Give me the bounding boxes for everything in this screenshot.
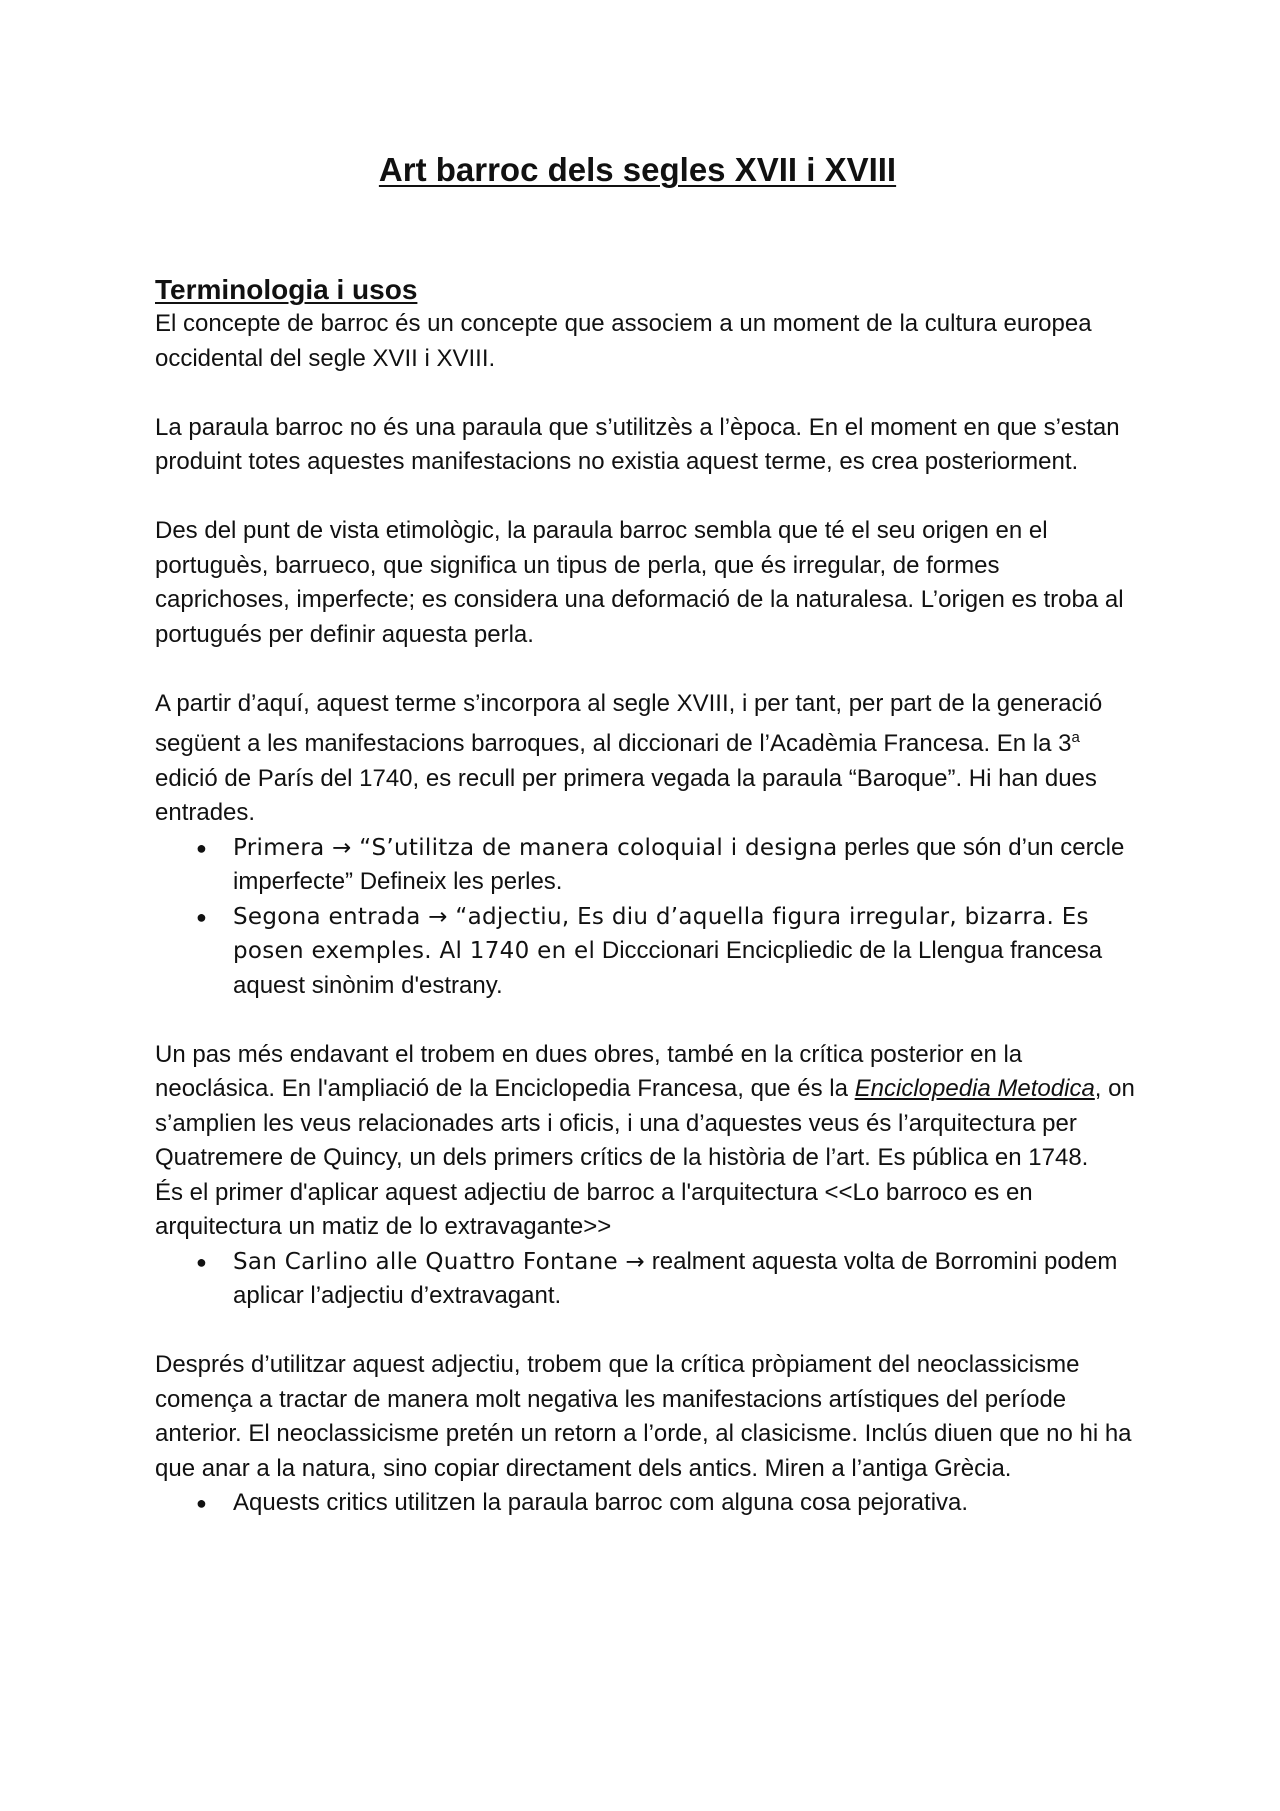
list-item-text: Dicccionari Encicpliedic de la Llengua francesa aquest sinònim d'estrany. [233,937,1103,999]
list-item [196,1245,1140,1314]
paragraph-gap [155,376,1140,411]
bullet-icon: ● [196,1251,207,1272]
paragraph-1: El concepte de barroc és un concepte que associem a un moment de la cultura europea occidental del segle XVII i XVIII. [155,310,1092,372]
list-item [196,831,1140,900]
paragraph-4-text-a: A partir d’aquí, aquest terme s’incorpora al segle XVIII, i per tant, per part de la generació següent a les manifestacions barroques, al diccionari de l’Acadèmia Francesa. En la 3 [155,689,1103,757]
bullet-icon: ● [196,906,207,927]
list-item-text: realment aquesta volta de Borromini podem aplicar l’adjectiu d’extravagant. [233,1247,1118,1309]
paragraph-4-text-b: edició de París del 1740, es recull per primera vegada la paraula “Baroque”. Hi han dues entrades. [155,764,1097,826]
section-heading: Terminologia i usos [155,274,418,305]
list-item-text-alt: Primera → “S’utilitza de manera coloquial i designa [233,834,838,861]
bullet-icon: ● [196,1493,207,1513]
paragraph-2: La paraula barroc no és una paraula que s’utilitzès a l’època. En el moment en que s’estan produint totes aquestes manifestacions no existia aquest terme, es crea posteriorment. [155,413,1120,475]
document-title: Art barroc dels segles XVII i XVIII [378,151,897,188]
paragraph-4 [155,687,1140,831]
bullet-list-san-carlino [155,1245,1140,1314]
list-item-text: perles que són d’un cercle imperfecte” Defineix les perles. [233,833,1125,895]
paragraph-5 [155,1038,1140,1176]
bullet-icon: ● [196,837,207,858]
list-item-text-alt: Segona entrada → “adjectiu, Es diu d’aquella figura irregular, bizarra. Es posen exemples. Al 1740 en el [233,903,1089,964]
list-item-text-alt: San Carlino alle Quattro Fontane → [233,1248,646,1275]
paragraph-gap [155,1003,1140,1038]
document-page [155,150,1140,1521]
list-item [196,1486,1140,1521]
paragraph-6: És el primer d'aplicar aquest adjectiu de barroc a l'arquitectura <<Lo barroco es en arquitectura un matiz de lo extravagante>> [155,1178,1033,1240]
paragraph-5-text-a: Un pas més endavant el trobem en dues obres, també en la crítica posterior en la neoclásica. En l'ampliació de la Enciclopedia Francesa, que és la [155,1040,1023,1102]
ordinal-superscript: a [1071,729,1080,746]
list-item-text: Aquests critics utilitzen la paraula barroc com alguna cosa pejorativa. [233,1489,969,1516]
list-item [196,900,1140,1004]
paragraph-3: Des del punt de vista etimològic, la paraula barroc sembla que té el seu origen en el portuguès, barrueco, que significa un tipus de perla, que és irregular, de formes caprichoses, imperfecte; es considera una deformació de la naturalesa. L’origen es troba al portugués per definir aquesta perla. [155,517,1124,648]
paragraph-gap [155,652,1140,687]
paragraph-gap [155,480,1140,515]
bullet-list-critics [155,1486,1140,1521]
paragraph-gap [155,1314,1140,1349]
bullet-list-entries [155,831,1140,1004]
paragraph-5-text-b: , on s’amplien les veus relacionades arts i oficis, i una d’aquestes veus és l’arquitectura per Quatremere de Quincy, un dels primers crítics de la història de l’art. Es pública en 1748. [155,1075,1135,1171]
enciclopedia-metodica-link[interactable]: Enciclopedia Metodica [854,1075,1095,1102]
paragraph-7: Després d’utilitzar aquest adjectiu, trobem que la crítica pròpiament del neoclassicisme comença a tractar de manera molt negativa les manifestacions artístiques del període anterior. El neoclassicisme pretén un retorn a l’orde, al clasicisme. Inclús diuen que no hi ha que anar a la natura, sino copiar directament dels antics. Miren a l’antiga Grècia. [155,1351,1132,1482]
